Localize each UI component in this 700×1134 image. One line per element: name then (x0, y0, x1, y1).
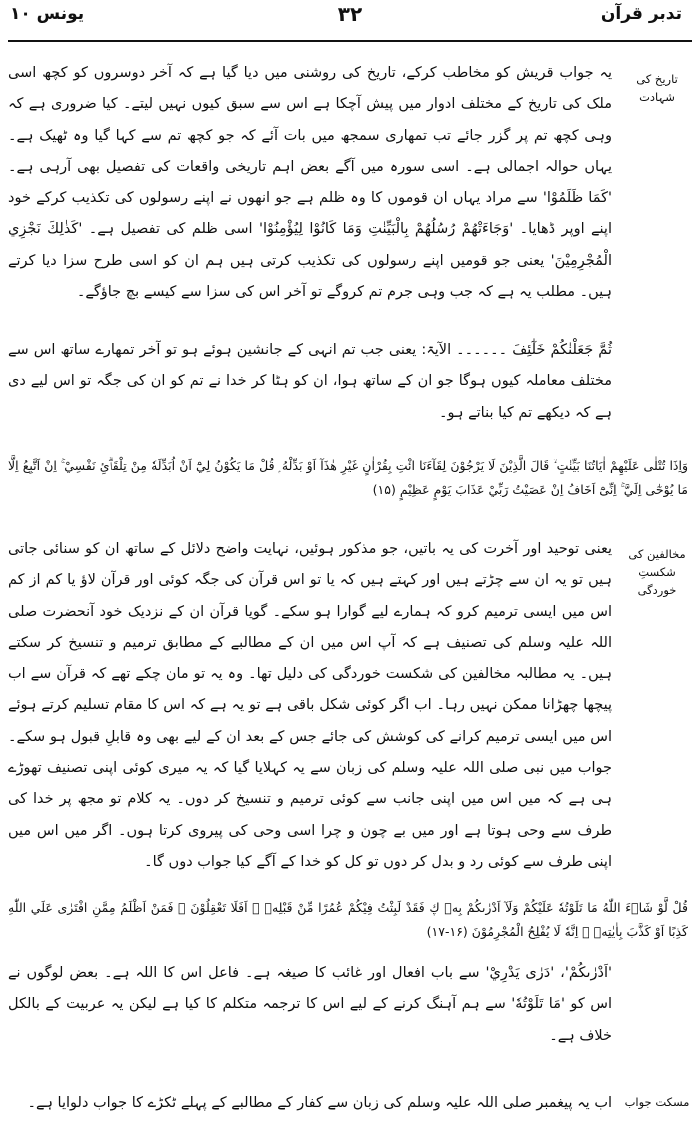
surah-name: یونس ۱۰ (10, 4, 85, 24)
quran-verse-16-17: قُلْ لَّوْ شَاۗءَ اللّٰهُ مَا تَلَوْتُهٗ عَلَيْكُمْ وَلَآ اَدْرٰىكُمْ بِهٖ ڮ فَقَدْ لَبِثْتُ فِيْكُمْ عُمُرًا مِّنْ قَبْلِهٖ ۭ اَفَلَا تَعْقِلُوْنَ ۚ فَمَنْ اَظْلَمُ مِمَّنِ افْتَرٰى عَلَي اللّٰهِ كَذِبًا اَوْ كَذَّبَ بِاٰيٰتِهٖ ۭ اِنَّهٗ لَا يُفْلِحُ الْمُجْرِمُوْنَ (۱۶-۱۷) (8, 900, 688, 939)
paragraph-2: ثُمَّ جَعَلْنٰكُمْ خَلٰٓئِفَ ۔۔۔۔۔۔ الآیۃ: یعنی جب تم انہی کے جانشین ہوئے ہو تو آخر تمھارے ساتھ اس سے مختلف معاملہ کیوں ہوگا جو ان کے ساتھ ہوا، ان کو ہٹا کر خدا نے تم کو ان کی جگہ تو اس لیے دی ہے کہ دیکھے تم کیا بناتے ہو۔ (8, 342, 612, 421)
page-number: ۳۲ (337, 2, 363, 26)
paragraph-3: یعنی توحید اور آخرت کی یہ باتیں، جو مذکور ہوئیں، نہایت واضح دلائل کے ساتھ ان کو سنائی جاتی ہیں تو یہ ان سے چڑتے ہیں اور کہتے ہیں کہ یا تو اس قرآن کی جگہ کوئی اور قرآن لاؤ یا کم از کم اس میں ایسی ترمیم کرو کہ ہمارے لیے گوارا ہو سکے۔ گویا قرآن ان کے نزدیک خود آنحضرت صلی اللہ علیہ وسلم کی تصنیف ہے کہ آپ اس میں ان کے مطالبے کے مطابق ترمیم و تنسیخ کر سکتے ہیں۔ یہ مطالبہ مخالفین کی شکست خوردگی کی دلیل تھا۔ وہ یہ تو مان چکے تھے کہ قرآن سے اب پیچھا چھڑانا ممکن نہیں رہا۔ اب اگر کوئی شکل باقی ہے تو یہ ہے کہ اس کا مقام تسلیم کرتے ہوئے اس میں ایسی ترمیم کرانے کی کوشش کی جائے جس کے بعد ان کے لیے بھی وہ قابلِ قبول ہو سکے۔ جواب میں نبی صلی اللہ علیہ وسلم کی زبان سے یہ کہلایا گیا کہ یہ میری کوئی اپنی تصنیف تھوڑے ہی ہے کہ میں اس میں اپنی جانب سے کوئی ترمیم و تنسیخ کر دوں۔ یہ کلام تو مجھ پر خدا کی طرف سے وحی ہوتا ہے اور میں بے چون و چرا اسی وحی کی پیروی کرتا ہوں۔ اگر میں اس میں اپنی طرف سے کوئی رد و بدل کر دوں تو کل کو خدا کے آگے کیا جواب دوں گا۔ (8, 541, 612, 870)
paragraph-5: اب یہ پیغمبر صلی اللہ علیہ وسلم کی زبان سے کفار کے مطالبے کے پہلے ٹکڑے کا جواب دلوایا ہے۔ (27, 1095, 612, 1111)
margin-note-silencing-answer: مسکت جواب (624, 1095, 690, 1109)
quran-verse-15: وَاِذَا تُتْلٰى عَلَيْهِمْ اٰيَاتُنَا بَيِّنٰتٍ ۙ قَالَ الَّذِيْنَ لَا يَرْجُوْنَ لِقَآءَنَا ائْتِ بِقُرْاٰنٍ غَيْرِ هٰذَآ اَوْ بَدِّلْهُ ۭ قُلْ مَا يَكُوْنُ لِيْٓ اَنْ اُبَدِّلَهٗ مِنْ تِلْقَاۗئِ نَفْسِيْ ۚ اِنْ اَتَّبِعُ اِلَّا مَا يُوْحٰٓى اِلَيَّ ۚ اِنِّىْٓ اَخَافُ اِنْ عَصَيْتُ رَبِّيْ عَذَابَ يَوْمٍ عَظِيْمٍ (۱۵) (8, 458, 688, 497)
page-header (0, 0, 700, 44)
header-rule (8, 40, 692, 42)
margin-note-history: تاریخ کی شہادت (636, 72, 678, 104)
paragraph-1: یہ جواب قریش کو مخاطب کرکے، تاریخ کی روشنی میں دیا گیا ہے کہ آخر دوسروں کو کچھ اسی ملک کی تاریخ کے مختلف ادوار میں پیش آچکا ہے اس سے سبق کیوں نہیں لیتے۔ کیا ضروری ہے کہ وہی کچھ تم پر گزر جائے تب تمھاری سمجھ میں بات آئے کہ جو کچھ تم سے کہا گیا وہ ٹھیک ہے۔ یہاں حوالہ اجمالی ہے۔ اسی سورہ میں آگے بعض اہم تاریخی واقعات کی تفصیل بھی آرہی ہے۔ 'کَمَا ظَلَمُوْا' سے مراد یہاں ان قوموں کا وہ ظلم ہے جو انھوں نے اپنے رسولوں کی تکذیب کرکے خود اپنے اوپر ڈھایا۔ 'وَجَاءَتْهُمْ رُسُلُهُمْ بِالْبَيِّنٰتِ وَمَا كَانُوْا لِيُؤْمِنُوْا' اسی ظلم کی تفصیل ہے۔ 'كَذٰلِكَ نَجْزِي الْمُجْرِمِيْنَ' یعنی جو قومیں اپنے رسولوں کی تکذیب کرتی ہیں ہم ان کو اسی طرح سزا دیا کرتے ہیں۔ مطلب یہ ہے کہ جب وہی جرم تم کروگے تو آخر اس کی سزا سے کیسے بچ جاؤگے۔ (8, 65, 612, 301)
margin-note-opponents: مخالفین کی شکستِ خوردگی (628, 547, 686, 597)
paragraph-4: 'اَدْرٰىكُمْ'، 'دَرٰى يَدْرِيْ' سے باب افعال اور غائب کا صیغہ ہے۔ فاعل اس کا اللہ ہے۔ بعض لوگوں نے اس کو 'مَا تَلَوْتُهٗ' سے ہم آہنگ کرنے کے لیے اس کا ترجمہ متکلم کا کیا ہے لیکن یہ عربیت کے بالکل خلاف ہے۔ (8, 965, 612, 1044)
book-title: تدبر قرآن (600, 4, 682, 24)
